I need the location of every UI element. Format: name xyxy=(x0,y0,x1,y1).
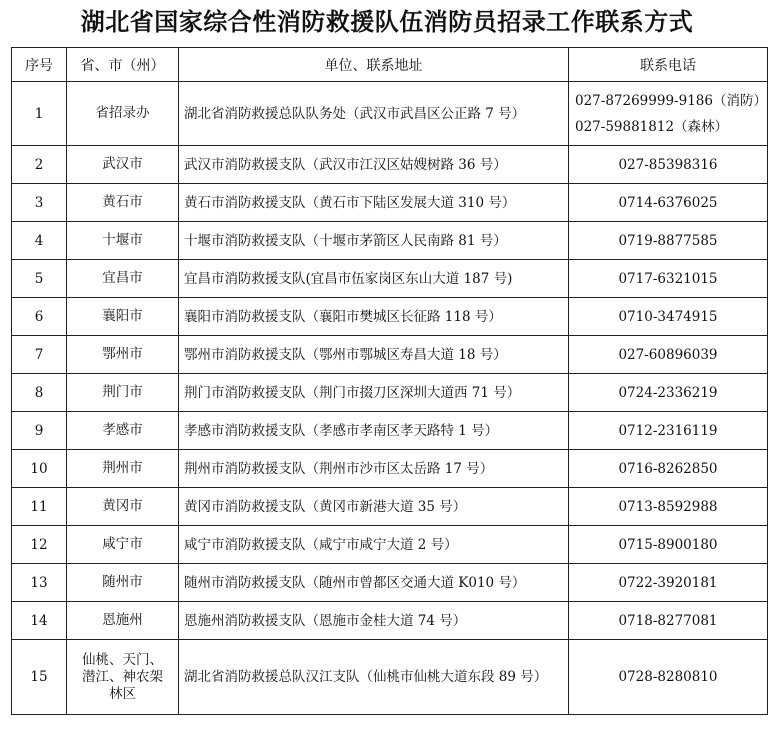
row-city xyxy=(67,640,179,715)
row-number: 8 xyxy=(12,374,67,412)
row-number: 9 xyxy=(12,412,67,450)
table-header-row xyxy=(12,48,768,82)
table-row xyxy=(12,222,768,260)
row-city: 黄冈市 xyxy=(67,488,179,526)
row-address: 荆门市消防救援支队（荆门市掇刀区深圳大道西 71 号） xyxy=(179,374,569,412)
row-number: 12 xyxy=(12,526,67,564)
row-phone: 0722-3920181 xyxy=(569,564,768,602)
row-phone: 027-60896039 xyxy=(569,336,768,374)
row-city: 十堰市 xyxy=(67,222,179,260)
row-city: 咸宁市 xyxy=(67,526,179,564)
city-line: 仙桃、天门、 xyxy=(82,651,163,668)
row-address: 宜昌市消防救援支队(宜昌市伍家岗区东山大道 187 号) xyxy=(179,260,569,298)
row-number: 3 xyxy=(12,184,67,222)
city-line: 潜江、神农架 xyxy=(82,668,163,685)
row-address: 恩施州消防救援支队（恩施市金桂大道 74 号） xyxy=(179,602,569,640)
row-address: 咸宁市消防救援支队（咸宁市咸宁大道 2 号） xyxy=(179,526,569,564)
header-phone: 联系电话 xyxy=(569,48,768,82)
row-address: 黄冈市消防救援支队（黄冈市新港大道 35 号） xyxy=(179,488,569,526)
page-title: 湖北省国家综合性消防救援队伍消防员招录工作联系方式 xyxy=(80,8,694,36)
row-phone: 0713-8592988 xyxy=(569,488,768,526)
row-address: 孝感市消防救援支队（孝感市孝南区孝天路特 1 号） xyxy=(179,412,569,450)
table-row xyxy=(12,412,768,450)
row-phone: 0714-6376025 xyxy=(569,184,768,222)
table-row xyxy=(12,298,768,336)
row-address: 黄石市消防救援支队（黄石市下陆区发展大道 310 号） xyxy=(179,184,569,222)
row-city: 襄阳市 xyxy=(67,298,179,336)
row-phone: 0712-2316119 xyxy=(569,412,768,450)
row-number: 11 xyxy=(12,488,67,526)
table-row xyxy=(12,336,768,374)
row-address: 湖北省消防救援总队汉江支队（仙桃市仙桃大道东段 89 号） xyxy=(179,640,569,715)
table-row xyxy=(12,640,768,715)
row-address: 随州市消防救援支队（随州市曾都区交通大道 K010 号） xyxy=(179,564,569,602)
row-phone: 0716-8262850 xyxy=(569,450,768,488)
row-number: 10 xyxy=(12,450,67,488)
row-phone xyxy=(569,82,768,146)
table-row xyxy=(12,82,768,146)
row-number: 2 xyxy=(12,146,67,184)
header-no: 序号 xyxy=(12,48,67,82)
row-number: 1 xyxy=(12,82,67,146)
row-city: 武汉市 xyxy=(67,146,179,184)
row-number: 7 xyxy=(12,336,67,374)
row-city: 随州市 xyxy=(67,564,179,602)
row-number: 14 xyxy=(12,602,67,640)
table-row xyxy=(12,450,768,488)
header-city: 省、市（州） xyxy=(67,48,179,82)
city-line: 林区 xyxy=(109,685,136,702)
row-city: 鄂州市 xyxy=(67,336,179,374)
row-city: 黄石市 xyxy=(67,184,179,222)
row-number: 5 xyxy=(12,260,67,298)
row-city: 孝感市 xyxy=(67,412,179,450)
table-row xyxy=(12,564,768,602)
row-phone: 0710-3474915 xyxy=(569,298,768,336)
row-address: 武汉市消防救援支队（武汉市江汉区姑嫂树路 36 号） xyxy=(179,146,569,184)
table-row xyxy=(12,526,768,564)
contact-table xyxy=(11,47,768,715)
row-phone: 0728-8280810 xyxy=(569,640,768,715)
row-number: 15 xyxy=(12,640,67,715)
row-phone: 0718-8277081 xyxy=(569,602,768,640)
phone-fire: 027-87269999-9186（消防） xyxy=(575,92,767,109)
table-row xyxy=(12,374,768,412)
row-address: 湖北省消防救援总队队务处（武汉市武昌区公正路 7 号） xyxy=(179,82,569,146)
row-phone: 0724-2336219 xyxy=(569,374,768,412)
row-number: 13 xyxy=(12,564,67,602)
phone-forest: 027-59881812（森林） xyxy=(575,118,729,135)
table-row xyxy=(12,184,768,222)
table-row xyxy=(12,602,768,640)
row-number: 6 xyxy=(12,298,67,336)
table-row xyxy=(12,146,768,184)
row-address: 荆州市消防救援支队（荆州市沙市区太岳路 17 号） xyxy=(179,450,569,488)
row-city: 荆州市 xyxy=(67,450,179,488)
row-address: 十堰市消防救援支队（十堰市茅箭区人民南路 81 号） xyxy=(179,222,569,260)
row-address: 鄂州市消防救援支队（鄂州市鄂城区寿昌大道 18 号） xyxy=(179,336,569,374)
row-phone: 027-85398316 xyxy=(569,146,768,184)
row-phone: 0715-8900180 xyxy=(569,526,768,564)
row-address: 襄阳市消防救援支队（襄阳市樊城区长征路 118 号） xyxy=(179,298,569,336)
row-city: 宜昌市 xyxy=(67,260,179,298)
row-city: 恩施州 xyxy=(67,602,179,640)
header-address: 单位、联系地址 xyxy=(179,48,569,82)
row-city: 荆门市 xyxy=(67,374,179,412)
row-phone: 0719-8877585 xyxy=(569,222,768,260)
table-row xyxy=(12,488,768,526)
row-phone: 0717-6321015 xyxy=(569,260,768,298)
row-city: 省招录办 xyxy=(67,82,179,146)
row-number: 4 xyxy=(12,222,67,260)
table-row xyxy=(12,260,768,298)
